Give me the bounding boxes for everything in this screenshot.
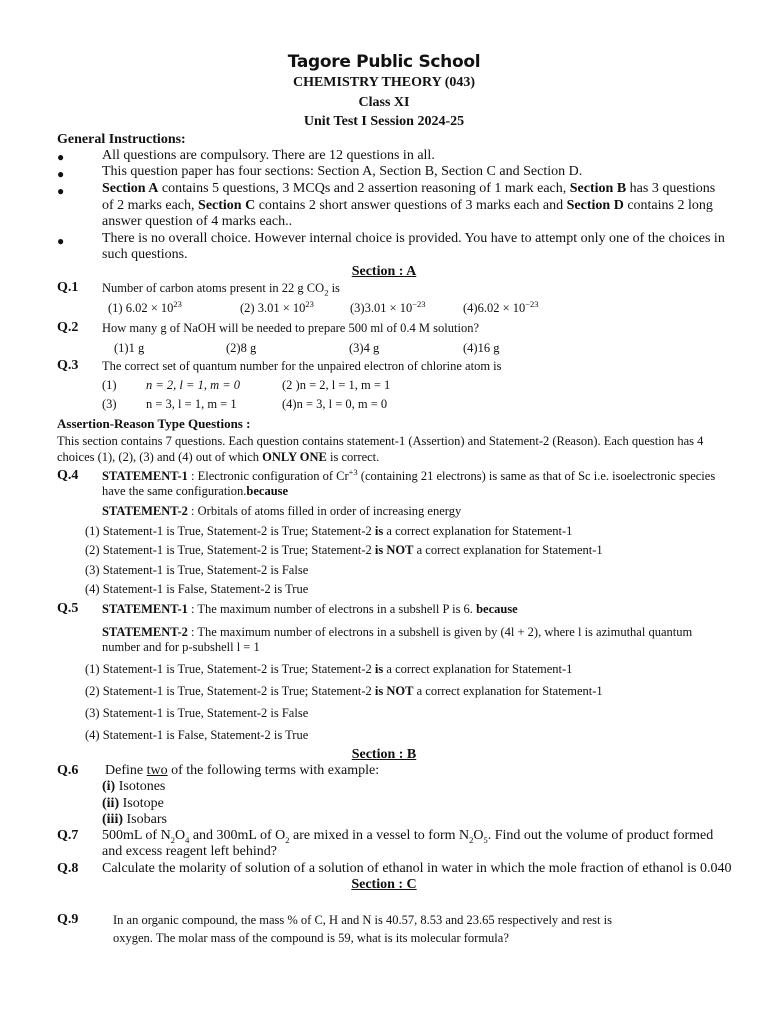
q1-option-4: $(4)6.02 \times 10^{-23}$ [463, 298, 539, 315]
q6-item-3: (iii) Isobars [102, 812, 167, 827]
q3-option-1-label: (1) [102, 378, 117, 392]
subject-title: CHEMISTRY THEORY (043) [292, 75, 476, 90]
q9-number: Q.9 [57, 912, 79, 927]
q2-number: Q.2 [57, 320, 79, 335]
q9-text-line-1: In an organic compound, the mass % of C, H and N is 40.57, 8.53 and 23.65 respectively and rest is [113, 913, 612, 927]
q4-statement-1-line-2: have the same configuration.because [102, 484, 289, 498]
q4-option-3: (3) Statement-1 is True, Statement-2 is False [85, 563, 309, 577]
q4-option-4: (4) Statement-1 is False, Statement-2 is True [85, 582, 309, 596]
q3-option-2: (2 )n = 2, l = 1, m = 1 [282, 378, 391, 392]
q4-option-1: (1) Statement-1 is True, Statement-2 is True; Statement-2 is a correct explanation for Statement-1 [85, 524, 573, 538]
q2-option-1: (1)1 g [114, 341, 145, 355]
instructions-heading: General Instructions: [57, 132, 186, 147]
assertion-reason-intro-line-2: choices (1), (2), (3) and (4) out of which ONLY ONE is correct. [57, 450, 380, 464]
section-a-title: Section : A [351, 264, 417, 279]
q2-option-3: (3)4 g [349, 341, 380, 355]
q2-text: How many g of NaOH will be needed to prepare 500 ml of 0.4 M solution? [102, 321, 480, 335]
instruction-4-line-2: such questions. [102, 247, 188, 262]
q6-item-2: (ii) Isotope [102, 796, 164, 811]
q5-option-3: (3) Statement-1 is True, Statement-2 is False [85, 706, 309, 720]
section-c-title: Section : C [351, 877, 417, 892]
q6-item-1: (i) Isotones [102, 779, 166, 794]
class-title: Class XI [358, 95, 410, 110]
q3-option-4: (4)n = 3, l = 0, m = 0 [282, 397, 388, 411]
q2-option-2: (2)8 g [226, 341, 257, 355]
instruction-3-line-2: of 2 marks each, Section C contains 2 short answer questions of 3 marks each and Section D contains 2 long [102, 198, 713, 213]
q3-option-3-label: (3) [102, 397, 117, 411]
q6-number: Q.6 [57, 763, 79, 778]
bullet: ● [57, 234, 65, 248]
q3-text: The correct set of quantum number for the unpaired electron of chlorine atom is [102, 359, 502, 373]
section-b-title: Section : B [351, 747, 417, 762]
q7-text-line-2: and excess reagent left behind? [102, 844, 277, 859]
q5-statement-2-line-2: number and for p-subshell l = 1 [102, 640, 260, 654]
q5-option-1: (1) Statement-1 is True, Statement-2 is True; Statement-2 is a correct explanation for Statement-1 [85, 662, 573, 676]
instruction-3-line-1: Section A contains 5 questions, 3 MCQs and 2 assertion reasoning of 1 mark each, Section B has 3 questions [102, 181, 716, 196]
q3-number: Q.3 [57, 358, 79, 373]
q4-option-2: (2) Statement-1 is True, Statement-2 is True; Statement-2 is NOT a correct explanation for Statement-1 [85, 543, 603, 557]
q4-statement-1-line-1: STATEMENT-1 : Electronic configuration of $Cr^{+3}$ (containing 21 electrons) is same as that of Sc i.e. isoelectronic species [102, 466, 716, 483]
instruction-2: This question paper has four sections: Section A, Section B, Section C and Section D. [102, 164, 583, 179]
q5-option-2: (2) Statement-1 is True, Statement-2 is True; Statement-2 is NOT a correct explanation for Statement-1 [85, 684, 603, 698]
bullet: ● [57, 184, 65, 198]
q1-option-2: (2) $3.01 \times 10^{23}$ [240, 298, 314, 315]
q6-text: Define two of the following terms with example: [105, 763, 380, 778]
q5-statement-1: STATEMENT-1 : The maximum number of electrons in a subshell P is 6. because [102, 602, 518, 616]
q2-option-4: (4)16 g [463, 341, 500, 355]
school-name: Tagore Public School [287, 52, 481, 72]
q5-statement-2-line-1: STATEMENT-2 : The maximum number of electrons in a subshell is given by (4l + 2), where l is azimuthal quantum [102, 625, 693, 639]
q5-option-4: (4) Statement-1 is False, Statement-2 is True [85, 728, 309, 742]
q3-option-1: n = 2, l = 1, m = 0 [146, 378, 241, 392]
q7-text-line-1: 500mL of $N_2O_4$ and 300mL of $O_2$ are mixed in a vessel to form $N_2O_5$. Find out the volume of product formed [102, 828, 714, 845]
q1-number: Q.1 [57, 280, 79, 295]
q8-number: Q.8 [57, 861, 79, 876]
q1-option-1: (1) $6.02 \times 10^{23}$ [108, 298, 182, 315]
q4-statement-2: STATEMENT-2 : Orbitals of atoms filled in order of increasing energy [102, 504, 462, 518]
assertion-reason-heading: Assertion-Reason Type Questions : [57, 416, 251, 431]
instruction-4-line-1: There is no overall choice. However internal choice is provided. You have to attempt only one of the choices in [102, 231, 725, 246]
q9-text-line-2: oxygen. The molar mass of the compound is 59, what is its molecular formula? [113, 931, 509, 945]
q1-text: Number of carbon atoms present in 22 g $CO_2$ is [102, 281, 340, 298]
instruction-1: All questions are compulsory. There are 12 questions in all. [102, 148, 435, 163]
q4-number: Q.4 [57, 468, 79, 483]
bullet: ● [57, 150, 65, 164]
q1-option-3: $(3)3.01 \times 10^{-23}$ [350, 298, 426, 315]
bullet: ● [57, 167, 65, 181]
assertion-reason-intro-line-1: This section contains 7 questions. Each question contains statement-1 (Assertion) and Statement-2 (Reason). Each question has 4 [57, 434, 704, 448]
q3-option-3: n = 3, l = 1, m = 1 [146, 397, 237, 411]
q5-number: Q.5 [57, 601, 79, 616]
instruction-3-line-3: answer question of 4 marks each.. [102, 214, 293, 229]
q8-text: Calculate the molarity of solution of a solution of ethanol in water in which the mole fraction of ethanol is 0.040 [102, 861, 732, 876]
q7-number: Q.7 [57, 828, 79, 843]
exam-title: Unit Test I Session 2024-25 [303, 114, 465, 129]
